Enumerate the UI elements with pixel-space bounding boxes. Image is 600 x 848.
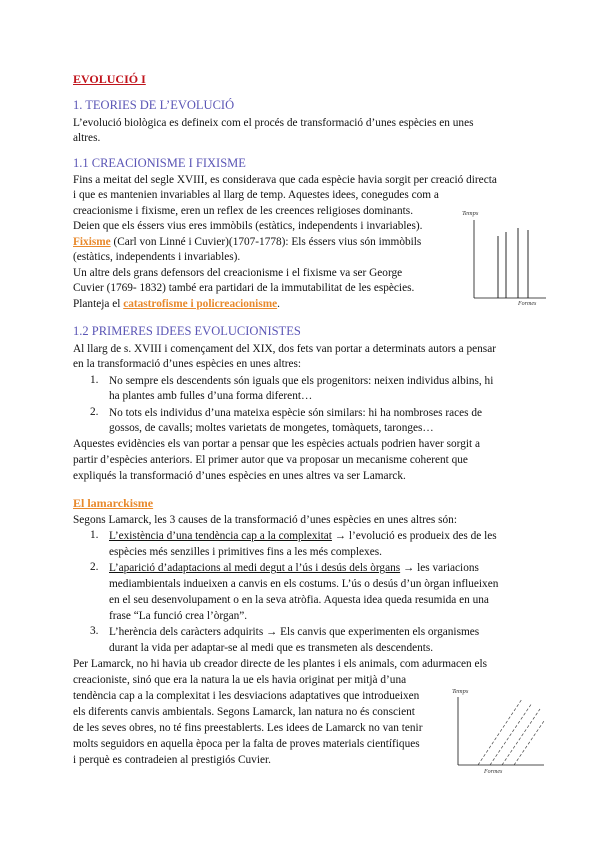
- paragraph-line: [73, 297, 280, 312]
- paragraph-line: [73, 235, 421, 250]
- list-item-line: mediambientals indueixen a canvis en els costums. L’ús o desús d’un òrgan influeixen: [109, 578, 499, 590]
- diagram-x-label: Formes: [518, 301, 537, 307]
- paragraph-line: expliqués la transformació d’unes espècies en unes altres va ser Lamarck.: [73, 470, 406, 482]
- paragraph-line: de les seves obres, no té fins preestablerts. Les idees de Lamarck no van tenir: [73, 722, 423, 734]
- list-item-line: espècies més senzilles i primitives fins a les més complexes.: [109, 546, 382, 558]
- catastrofisme-link[interactable]: catastrofisme i policreacionisme: [123, 298, 278, 310]
- list-item-line: [109, 529, 497, 544]
- text-span: (Carl von Linné i Cuvier)(1707-1778): Els éssers vius són immòbils: [110, 236, 422, 248]
- paragraph-line: creacioniste, sinó que era la natura la ue els havia originat per mitjà d’una: [73, 674, 407, 686]
- paragraph-line: altres.: [73, 132, 101, 144]
- section-heading-creacionisme: 1.1 CREACIONISME I FIXISME: [73, 156, 246, 170]
- list-number: 2.: [90, 406, 99, 418]
- list-number: 3.: [90, 625, 99, 637]
- paragraph-line: Segons Lamarck, les 3 causes de la transformació d’unes espècies en unes altres són:: [73, 514, 457, 526]
- list-item-line: [109, 561, 479, 576]
- paragraph-line: molts seguidors en aquella època per la falta de proves materials científiques: [73, 738, 420, 750]
- paragraph-line: Aquestes evidències els van portar a pensar que les espècies actuals podrien haver sorgit a: [73, 438, 480, 450]
- paragraph-line: en la transformació d’unes espècies en unes altres:: [73, 358, 302, 370]
- paragraph-line: Al llarg de s. XVIII i començament del XIX, dos fets van portar a determinats autors a pensar: [73, 343, 496, 355]
- fixisme-diagram: [460, 206, 550, 308]
- diagram-y-label: Temps: [452, 688, 469, 695]
- text-span: .: [277, 298, 280, 310]
- diagram-x-label: Formes: [484, 769, 503, 775]
- text-span: Planteja el: [73, 298, 124, 310]
- list-item-line: en el seu desenvolupament o en la seva atròfia. Aquesta idea queda resumida en una: [109, 594, 489, 606]
- paragraph-line: i que es mantenien invariables al llarg de temp. Aquestes idees, conegudes com a: [73, 189, 439, 201]
- list-number: 1.: [90, 374, 99, 386]
- paragraph-line: Cuvier (1769- 1832) també era partidari de la immutabilitat de les espècies.: [73, 282, 415, 294]
- text-span: → l’evolució es produeix des de les: [331, 530, 497, 542]
- list-item-line: No tots els individus d’una mateixa espècie són similars: hi ha nombroses races de: [109, 407, 483, 419]
- paragraph-line: creacionisme i fixisme, eren un reflex de les creences religioses dominants.: [73, 205, 414, 217]
- paragraph-line: i perquè es contradeien al prestigiós Cuvier.: [73, 754, 271, 766]
- section-heading-lamarckisme: El lamarckisme: [73, 496, 154, 510]
- document-title: EVOLUCIÓ I: [73, 72, 146, 86]
- list-number: 2.: [90, 561, 99, 573]
- paragraph-line: els diferents canvis ambientals. Segons Lamarck, lan natura no és conscient: [73, 706, 415, 718]
- section-heading-teories: 1. TEORIES DE L’EVOLUCIÓ: [73, 98, 235, 112]
- fixisme-link[interactable]: Fixisme: [73, 236, 111, 248]
- paragraph-line: (estàtics, independents i invariables).: [73, 251, 241, 263]
- species-line: [502, 709, 540, 765]
- list-number: 1.: [90, 529, 99, 541]
- text-span: → les variacions: [400, 562, 479, 574]
- lamarckisme-diagram: [448, 685, 548, 775]
- section-heading-primeres-idees: 1.2 PRIMERES IDEES EVOLUCIONISTES: [73, 324, 301, 338]
- paragraph-line: Fins a meitat del segle XVIII, es considerava que cada espècie havia sorgit per creació directa: [73, 174, 497, 186]
- paragraph-line: tendència cap a la complexitat i les desviacions adaptatives que introdueixen: [73, 690, 420, 702]
- underlined-text: L’existència d’una tendència cap a la complexitat: [109, 530, 332, 542]
- list-item-line: L’herència dels caràcters adquirits → Els canvis que experimenten els organismes: [109, 626, 480, 638]
- paragraph-line: Deien que els éssers vius eres immòbils (estàtics, independents i invariables).: [73, 220, 423, 232]
- list-item-line: frase “La funció crea l’òrgan”.: [109, 610, 248, 622]
- diagram-y-label: Temps: [462, 210, 479, 217]
- species-line: [514, 721, 544, 765]
- paragraph-line: partir d’espècies anteriors. El primer autor que va proposar un mecanisme coherent que: [73, 454, 468, 466]
- list-item-line: No sempre els descendents són iguals que els progenitors: neixen individus albins, hi: [109, 375, 494, 387]
- paragraph-line: L’evolució biològica es defineix com el procés de transformació d’unes espècies en unes: [73, 117, 474, 129]
- underlined-text: L’aparició d’adaptacions al medi degut a l’ús i desús dels òrgans: [109, 562, 401, 574]
- paragraph-line: Per Lamarck, no hi havia ub creador directe de les plantes i els animals, com adurmacen els: [73, 658, 488, 670]
- list-item-line: ha plantes amb fulles d’una forma diferent…: [109, 390, 313, 402]
- list-item-line: durant la vida per adaptar-se al medi que es transmeten als descendents.: [109, 642, 434, 654]
- species-line: [490, 703, 532, 765]
- species-line: [478, 699, 522, 765]
- list-item-line: gossos, de cavalls; moltes varietats de mongetes, tomàquets, taronges…: [109, 422, 434, 434]
- paragraph-line: Un altre dels grans defensors del creacionisme i el fixisme va ser George: [73, 267, 403, 279]
